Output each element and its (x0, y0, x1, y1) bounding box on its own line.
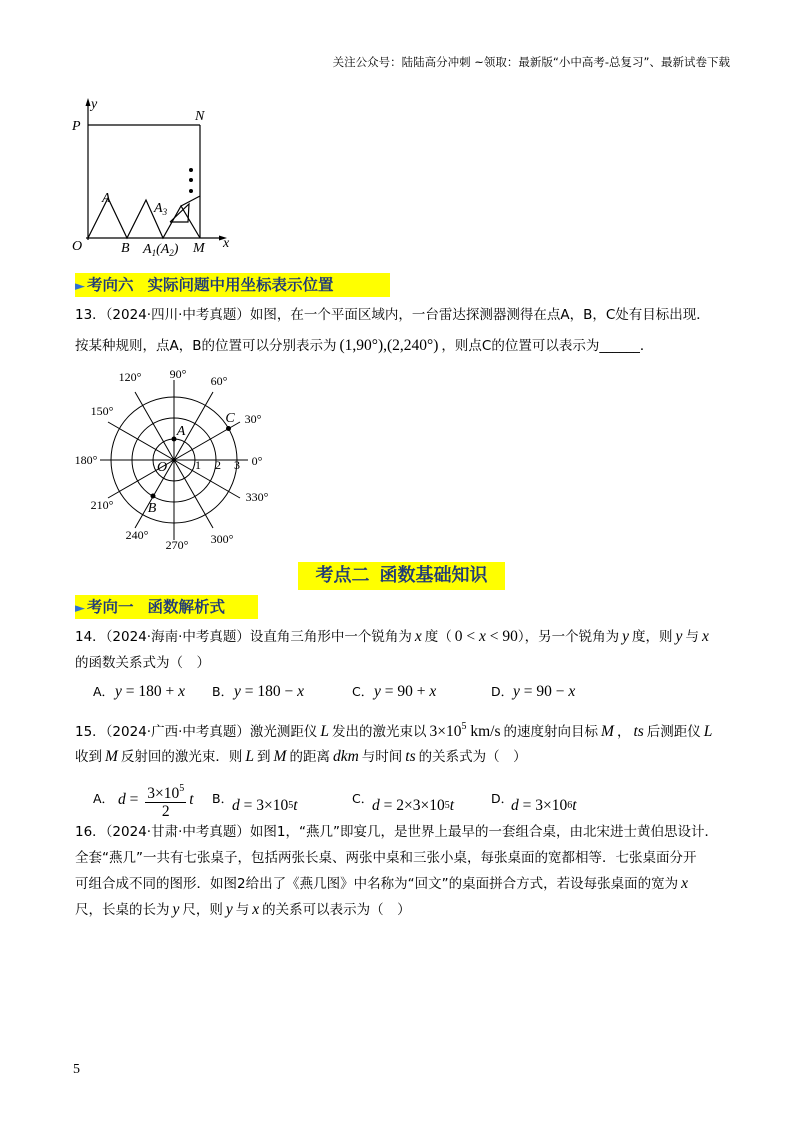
figure1-diagram (60, 90, 240, 265)
point-b-label: B (147, 501, 157, 516)
numerator-base: 3×10 (147, 785, 180, 802)
expr-op: = 90 + (380, 683, 430, 700)
q16-line4 (75, 900, 411, 920)
q13-text: 按某种规则，点A，B的位置可以分别表示为 (75, 338, 337, 354)
speed-unit: km/s (466, 723, 501, 740)
q15-var: M (105, 748, 118, 765)
q15-option-c-expr[interactable] (372, 796, 454, 816)
continuation-dot (189, 189, 193, 193)
expr-exponent: 6 (567, 800, 573, 811)
q15-speed (430, 723, 501, 740)
q15-text: ， (616, 724, 631, 740)
label-a2-close: ) (173, 242, 179, 257)
q15-option-b-letter[interactable]: B． (212, 791, 234, 806)
q15-line1 (75, 717, 715, 740)
expr-var: x (429, 683, 437, 700)
q14-line1 (75, 627, 712, 647)
q14-option-c-letter[interactable]: C． (352, 684, 374, 699)
q15-option-d-letter[interactable]: D． (491, 791, 514, 806)
q14-option-b-letter[interactable]: B． (212, 684, 234, 699)
q14-text: ），另一个锐角为 (517, 629, 620, 645)
q15-text: 发出的激光束以 (332, 724, 427, 740)
q15-text: 收到 (75, 749, 102, 765)
label-a1-main: A (143, 242, 152, 257)
q13-line1: 13．（2024·四川·中考真题）如图，在一个平面区域内，一台雷达探测器测得在点A，B，C处有目标出现． (75, 307, 710, 323)
q15-var: ts (633, 723, 644, 740)
expr-op: = (125, 791, 143, 808)
label-a1-sub: 1 (151, 248, 157, 258)
section-title: 函数解析式 (147, 598, 226, 616)
expr-var: t (572, 797, 577, 814)
section-marker-icon: ► (75, 279, 85, 294)
q14-line2: 的函数关系式为（ ） (75, 655, 210, 671)
expr-var: y (115, 683, 122, 700)
q15-var: M (601, 723, 614, 740)
header-notice: 关注公众号：陆陆高分冲刺 ~领取：最新版“小中高考-总复习”、最新试卷下载 (332, 55, 730, 69)
q15-text: 与时间 (361, 749, 403, 765)
continuation-dot (189, 168, 193, 172)
angle-label-150: 150° (90, 404, 114, 418)
angle-label-300: 300° (210, 532, 234, 546)
angle-label-180: 180° (74, 453, 98, 467)
q15-option-b-expr[interactable] (232, 796, 298, 816)
q15-text: 15．（2024·广西·中考真题）激光测距仪 (75, 724, 318, 740)
q14-range (455, 628, 518, 645)
expr-var: x (297, 683, 305, 700)
section-label: 考向六 (87, 276, 134, 294)
q16-var: x (681, 875, 688, 892)
section-label: 考向一 (87, 598, 134, 616)
label-a3-sub: 3 (162, 207, 168, 217)
angle-label-270: 270° (165, 538, 189, 552)
q14-range-var: x (479, 628, 486, 645)
angle-label-210: 210° (90, 498, 114, 512)
q14-option-a-expr[interactable] (115, 682, 185, 702)
q13-line2 (75, 336, 653, 356)
q16-line1: 16．（2024·甘肃·中考真题）如图1，“燕几”即宴几，是世界上最早的一套组合桌，由北宋进士黄伯思设计． (75, 824, 718, 840)
q15-var: dkm (332, 748, 359, 765)
label-y-axis: y (91, 97, 98, 112)
expr-var: d (232, 797, 240, 814)
q16-var: y (172, 901, 180, 918)
q13-text: ，则点C的位置可以表示为 (441, 338, 600, 354)
point-a (172, 437, 177, 442)
label-a2-sub: 2 (169, 248, 174, 258)
q15-option-c-letter[interactable]: C． (352, 791, 374, 806)
expr-op: = 3×10 (518, 797, 568, 814)
q15-option-d-expr[interactable] (511, 796, 577, 816)
label-a: A (102, 191, 111, 206)
fraction (145, 780, 186, 820)
y-axis-arrow (86, 98, 91, 106)
q16-text: 的关系可以表示为（ ） (262, 902, 411, 918)
q14-text: 与 (685, 629, 699, 645)
small-triangle (170, 204, 189, 222)
q14-text: 14．（2024·海南·中考真题）设直角三角形中一个锐角为 (75, 629, 412, 645)
expr-exponent: 5 (444, 800, 450, 811)
q15-text: 到 (257, 749, 271, 765)
topic-name: 函数基础知识 (379, 565, 488, 586)
label-m: M (193, 241, 205, 256)
q14-text: 度（ (424, 629, 452, 645)
expr-op: = 2×3×10 (379, 797, 445, 814)
q14-range-right: < 90 (485, 628, 518, 645)
q15-text: 后测距仪 (646, 724, 701, 740)
angle-label-90: 90° (169, 367, 187, 381)
q15-text: 反射回的激光束．则 (120, 749, 243, 765)
angle-label-120: 120° (118, 370, 142, 384)
ray-to-side (181, 196, 200, 206)
expr-var: t (293, 797, 298, 814)
q14-var: x (701, 628, 709, 645)
ring-label-3: 3 (234, 458, 240, 472)
speed-exponent: 5 (461, 721, 467, 732)
expr-exponent: 5 (288, 800, 294, 811)
q14-range-left: 0 < (454, 628, 480, 645)
q16-line3 (75, 874, 691, 894)
q15-var: L (245, 748, 255, 765)
q15-var: L (320, 723, 329, 740)
point-c (226, 426, 231, 431)
expr-op: = 3×10 (239, 797, 289, 814)
expr-var: d (118, 791, 126, 808)
section-title: 实际问题中用坐标表示位置 (147, 276, 334, 294)
angle-label-240: 240° (125, 528, 149, 542)
q15-var: M (273, 748, 287, 765)
q13-text: ． (639, 338, 654, 354)
q15-line2 (75, 747, 527, 767)
q15-text: 的距离 (289, 749, 330, 765)
radar-diagram (60, 360, 275, 555)
section-header-6 (75, 273, 390, 297)
q16-line2: 全套“燕几”一共有七张桌子，包括两张长桌、两张中桌和三张小桌，每张桌面的宽都相等．七张桌面分开 (75, 850, 697, 866)
q14-var: y (622, 628, 630, 645)
q14-var: y (675, 628, 683, 645)
topic-label: 考点二 (315, 565, 370, 586)
expr-var: y (513, 683, 520, 700)
ring-label-1: 1 (195, 458, 201, 472)
label-x-axis: x (223, 236, 230, 251)
section-marker-icon: ► (75, 601, 85, 616)
q16-text: 可组合成不同的图形．如图2给出了《燕几图》中名称为“回文”的桌面拼合方式，若设每张桌面的宽为 (75, 876, 679, 892)
angle-label-0: 0° (251, 454, 263, 468)
q13-coordinates: (1,90°),(2,240°) (339, 337, 439, 354)
q14-option-d-letter[interactable]: D． (491, 684, 514, 699)
numerator-exponent: 5 (179, 783, 185, 794)
angle-label-330: 330° (245, 490, 269, 504)
expr-var: y (374, 683, 381, 700)
q14-option-d-expr[interactable] (513, 682, 575, 702)
q14-option-b-expr[interactable] (234, 682, 304, 702)
fraction-numerator (145, 780, 186, 803)
q15-var: L (703, 723, 713, 740)
q16-var: x (252, 901, 260, 918)
q15-var: ts (405, 748, 416, 765)
continuation-dot (189, 178, 193, 182)
topic-title (298, 562, 505, 590)
angle-label-30: 30° (244, 412, 262, 426)
angle-label-60: 60° (210, 374, 228, 388)
q16-text: 尺，长桌的长为 (75, 902, 170, 918)
q14-option-c-expr[interactable] (374, 682, 436, 702)
q13-answer-blank: ______ (599, 338, 640, 354)
expr-op: = 90 − (519, 683, 569, 700)
label-n: N (195, 109, 205, 124)
label-a3 (153, 201, 168, 217)
page-number: 5 (73, 1062, 80, 1077)
point-a-label: A (176, 424, 186, 439)
q15-option-a-expr[interactable] (118, 781, 194, 819)
q16-var: y (225, 901, 233, 918)
expr-var: y (234, 683, 241, 700)
q14-option-a-letter[interactable]: A． (93, 684, 115, 699)
expr-var: x (568, 683, 576, 700)
expr-var: t (189, 791, 194, 808)
expr-var: x (178, 683, 186, 700)
origin-label: O (156, 460, 168, 475)
q14-text: 度，则 (632, 629, 673, 645)
q14-var: x (414, 628, 422, 645)
section-header-1 (75, 595, 258, 619)
label-a2-main: (A (156, 242, 170, 257)
q15-text: 的速度射向目标 (503, 724, 599, 740)
label-p: P (72, 119, 81, 134)
speed-base: 3×10 (429, 723, 462, 740)
point-c-label: C (225, 411, 235, 426)
label-a3-main: A (154, 201, 163, 216)
label-a1-a2 (142, 242, 179, 258)
fraction-denominator: 2 (161, 803, 170, 820)
ring-label-2: 2 (215, 458, 221, 472)
expr-var: d (511, 797, 519, 814)
expr-var: t (449, 797, 455, 814)
label-o: O (72, 239, 83, 254)
q16-text: 与 (235, 902, 250, 918)
point-b (151, 494, 156, 499)
expr-op: = 180 − (240, 683, 298, 700)
expr-op: = 180 + (121, 683, 179, 700)
q16-text: 尺，则 (182, 902, 223, 918)
q15-option-a-letter[interactable]: A． (93, 791, 115, 806)
label-b: B (121, 241, 130, 256)
q15-text: 的关系式为（ ） (418, 749, 527, 765)
expr-var: d (372, 797, 380, 814)
